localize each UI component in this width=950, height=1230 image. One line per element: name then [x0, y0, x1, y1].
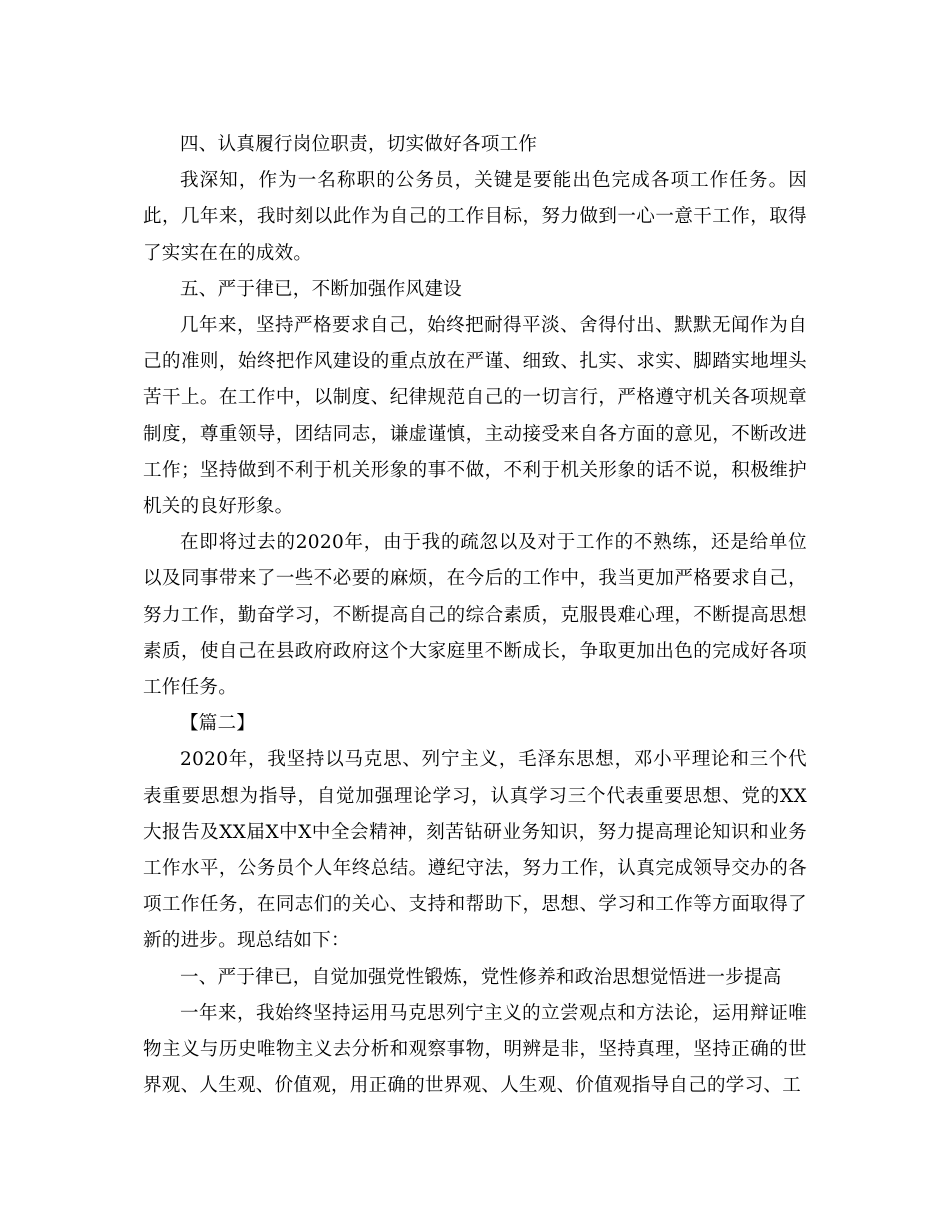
- paragraph: 一年来，我始终坚持运用马克思列宁主义的立尝观点和方法论，运用辩证唯物主义与历史唯物主义去分析和观察事物，明辨是非，坚持真理，坚持正确的世界观、人生观、价值观，用正确的世界观、人生观、价值观指导自己的学习、工: [143, 1002, 807, 1097]
- paragraph: 在即将过去的2020年，由于我的疏忽以及对于工作的不熟练，还是给单位以及同事带来了一些不必要的麻烦，在今后的工作中，我当更加严格要求自己，努力工作，勤奋学习，不断提高自己的综合素质，克服畏难心理，不断提高思想素质，使自己在县政府政府这个大家庭里不断成长，争取更加出色的完成好各项工作任务。: [143, 532, 807, 699]
- section-heading-4: 四、认真履行岗位职责，切实做好各项工作: [180, 134, 538, 155]
- section-heading-1: 一、严于律已，自觉加强党性锻炼，党性修养和政治思想觉悟进一步提高: [180, 966, 782, 988]
- section-heading-5: 五、严于律已，不断加强作风建设: [180, 278, 463, 300]
- paragraph: 我深知，作为一名称职的公务员，关键是要能出色完成各项工作任务。因此，几年来，我时刻以此作为自己的工作目标，努力做到一心一意干工作，取得了实实在在的成效。: [143, 170, 807, 264]
- document-page: [143, 127, 807, 1104]
- part-heading: 【篇二】: [180, 713, 256, 735]
- paragraph: 2020年，我坚持以马克思、列宁主义，毛泽东思想，邓小平理论和三个代表重要思想为指导，自觉加强理论学习，认真学习三个代表重要思想、党的XX大报告及XX届X中X中全会精神，刻苦钻研业务知识，努力提高理论知识和业务工作水平，公务员个人年终总结。遵纪守法，努力工作，认真完成领导交办的各项工作任务，在同志们的关心、支持和帮助下，思想、学习和工作等方面取得了新的进步。现总结如下：: [143, 749, 807, 952]
- paragraph: 几年来，坚持严格要求自己，始终把耐得平淡、舍得付出、默默无闻作为自己的准则，始终把作风建设的重点放在严谨、细致、扎实、求实、脚踏实地埋头苦干上。在工作中，以制度、纪律规范自己的一切言行，严格遵守机关各项规章制度，尊重领导，团结同志，谦虚谨慎，主动接受来自各方面的意见，不断改进工作；坚持做到不利于机关形象的事不做，不利于机关形象的话不说，积极维护机关的良好形象。: [143, 315, 807, 518]
